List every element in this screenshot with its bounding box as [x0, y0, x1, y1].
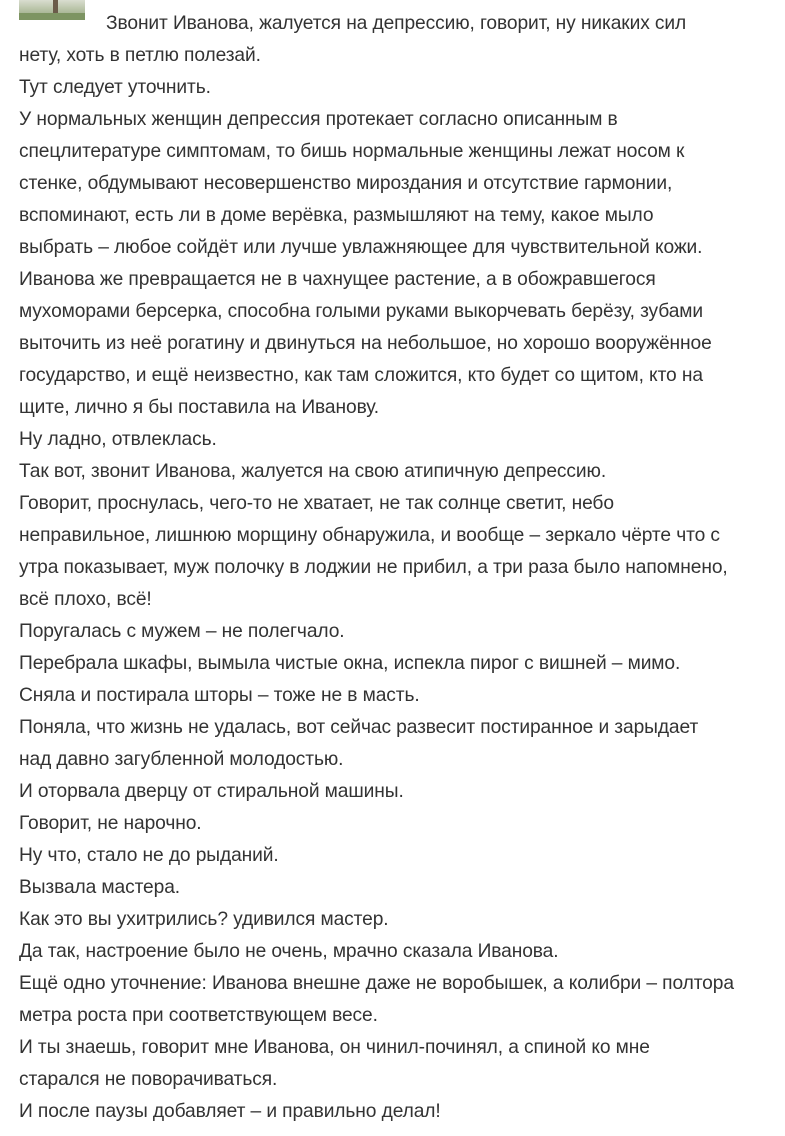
- story-line: И оторвала дверцу от стиральной машины.: [19, 781, 404, 802]
- story-paragraph: [19, 1096, 779, 1128]
- story-paragraph: [19, 840, 779, 872]
- story-paragraph: [19, 968, 779, 1032]
- story-line: Ещё одно уточнение: Иванова внешне даже не воробышек, а колибри – полтора: [19, 973, 734, 994]
- story-paragraph: [19, 680, 779, 712]
- story-paragraph: [19, 872, 779, 904]
- story-paragraph: [19, 72, 779, 104]
- story-paragraph: [19, 616, 779, 648]
- story-line: Так вот, звонит Иванова, жалуется на свою атипичную депрессию.: [19, 461, 607, 482]
- story-line: Перебрала шкафы, вымыла чистые окна, испекла пирог с вишней – мимо.: [19, 653, 681, 674]
- story-line: выбрать – любое сойдёт или лучше увлажняющее для чувствительной кожи.: [19, 237, 703, 258]
- story-line: У нормальных женщин депрессия протекает согласно описанным в: [19, 109, 618, 130]
- story-line: Поругалась с мужем – не полегчало.: [19, 621, 345, 642]
- story-line: спецлитературе симптомам, то бишь нормальные женщины лежат носом к: [19, 141, 685, 162]
- story-line: Как это вы ухитрились? удивился мастер.: [19, 909, 389, 930]
- story-line: Тут следует уточнить.: [19, 77, 211, 98]
- story-paragraph: [19, 8, 779, 72]
- story-text: [19, 8, 779, 1128]
- story-line: Вызвала мастера.: [19, 877, 181, 898]
- story-line: государство, и ещё неизвестно, как там сложится, кто будет со щитом, кто на: [19, 365, 703, 386]
- story-line: И ты знаешь, говорит мне Иванова, он чинил-починял, а спиной ко мне: [19, 1037, 650, 1058]
- story-line: Да так, настроение было не очень, мрачно сказала Иванова.: [19, 941, 559, 962]
- story-paragraph: [19, 104, 779, 264]
- story-line: утра показывает, муж полочку в лоджии не прибил, а три раза было напомнено,: [19, 557, 728, 578]
- story-line: Говорит, не нарочно.: [19, 813, 202, 834]
- story-paragraph: [19, 648, 779, 680]
- story-line: Иванова же превращается не в чахнущее растение, а в обожравшегося: [19, 269, 656, 290]
- story-paragraph: [19, 808, 779, 840]
- story-line: Звонит Иванова, жалуется на депрессию, говорит, ну никаких сил: [106, 13, 687, 34]
- story-paragraph: [19, 904, 779, 936]
- story-line: Ну что, стало не до рыданий.: [19, 845, 279, 866]
- story-line: метра роста при соответствующем весе.: [19, 1005, 378, 1026]
- story-paragraph: [19, 1032, 779, 1096]
- story-line: всё плохо, всё!: [19, 589, 152, 610]
- story-line: Сняла и постирала шторы – тоже не в масть.: [19, 685, 420, 706]
- story-line: неправильное, лишнюю морщину обнаружила, и вообще – зеркало чёрте что с: [19, 525, 720, 546]
- story-paragraph: [19, 776, 779, 808]
- story-line: нету, хоть в петлю полезай.: [19, 45, 261, 66]
- story-paragraph: [19, 488, 779, 616]
- story-paragraph: [19, 456, 779, 488]
- story-line: старался не поворачиваться.: [19, 1069, 278, 1090]
- story-paragraph: [19, 424, 779, 456]
- story-line: вспоминают, есть ли в доме верёвка, размышляют на тему, какое мыло: [19, 205, 654, 226]
- story-line: Поняла, что жизнь не удалась, вот сейчас развесит постиранное и зарыдает: [19, 717, 699, 738]
- story-line: И после паузы добавляет – и правильно делал!: [19, 1101, 441, 1122]
- story-paragraph: [19, 264, 779, 424]
- story-line: над давно загубленной молодостью.: [19, 749, 344, 770]
- story-line: стенке, обдумывают несовершенство мироздания и отсутствие гармонии,: [19, 173, 673, 194]
- story-paragraph: [19, 936, 779, 968]
- story-line: выточить из неё рогатину и двинуться на небольшое, но хорошо вооружённое: [19, 333, 712, 354]
- story-paragraph: [19, 712, 779, 776]
- story-line: Ну ладно, отвлеклась.: [19, 429, 217, 450]
- story-line: Говорит, проснулась, чего-то не хватает, не так солнце светит, небо: [19, 493, 614, 514]
- story-line: щите, лично я бы поставила на Иванову.: [19, 397, 380, 418]
- story-line: мухоморами берсерка, способна голыми руками выкорчевать берёзу, зубами: [19, 301, 704, 322]
